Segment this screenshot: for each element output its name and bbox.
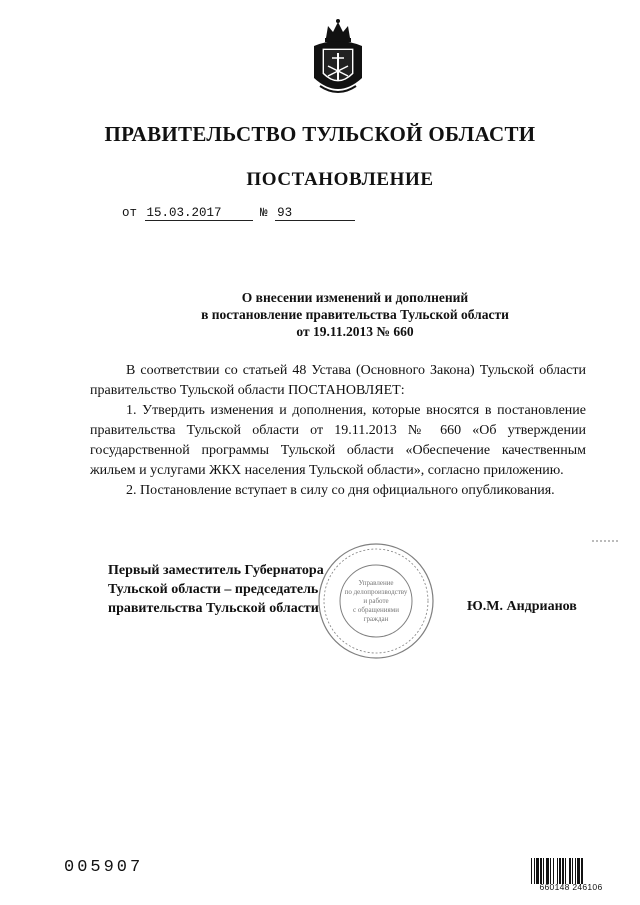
document-body [90,361,586,501]
coat-of-arms-emblem [306,16,370,104]
subject-line: О внесении изменений и дополнений [241,290,469,305]
body-paragraph: 2. Постановление вступает в силу со дня официального опубликования. [126,483,555,498]
date-prefix: от [122,206,138,220]
barcode-bar [543,858,544,884]
barcode-bar [557,858,558,884]
barcode-bar [531,858,532,884]
barcode-bar [581,858,583,884]
position-line: Тульской области – председатель [108,582,319,597]
barcode-bar [559,858,561,884]
barcode-bar [553,858,554,884]
signatory-name: Ю.М. Андрианов [467,599,577,614]
document-type-title: ПОСТАНОВЛЕНИЕ [246,169,434,190]
document-date: 15.03.2017 [145,206,253,221]
barcode-bar [565,858,566,884]
number-prefix: № [260,206,268,220]
body-paragraph: В соответствии со статьей 48 Устава (Основного Закона) Тульской области правительство Тульской области ПОСТАНОВЛЯЕТ: [90,363,586,398]
position-line: Первый заместитель Губернатора [108,563,324,578]
seal-text: граждан [363,615,389,623]
margin-mark [592,540,620,542]
seal-text: по делопроизводству [344,588,408,596]
government-title: ПРАВИТЕЛЬСТВО ТУЛЬСКОЙ ОБЛАСТИ [104,122,536,146]
barcode-bar [536,858,539,884]
barcode-number: 660148 246106 [539,882,603,892]
subject-line: от 19.11.2013 № 660 [296,324,414,339]
barcode-bar [577,858,580,884]
document-subject [110,289,600,340]
barcode-bar [569,858,571,884]
body-paragraph: 1. Утвердить изменения и дополнения, которые вносятся в постановление правительства Тульской области от 19.11.2013 № 660 «Об утверждении государственной программы Тульской области «Обеспечение качественным жильем и услугами ЖКХ населения Тульской области», согласно приложению. [90,403,586,478]
barcode-bar [540,858,542,884]
barcode-bar [534,858,535,884]
position-line: правительства Тульской области [108,601,319,616]
barcode-bar [572,858,573,884]
barcode-bar [550,858,551,884]
barcode-bar [546,858,549,884]
barcode-bar [575,858,576,884]
seal-text: и работе [363,597,389,605]
subject-line: в постановление правительства Тульской области [201,307,509,322]
barcode [531,858,609,884]
seal-text: с обращениями [353,606,399,614]
signatory-position [108,561,324,618]
seal-text: Управление [358,579,394,587]
barcode-bar [562,858,564,884]
document-number: 93 [275,206,355,221]
document-meta [122,206,355,221]
official-seal [316,541,436,661]
serial-number: 005907 [64,858,144,877]
